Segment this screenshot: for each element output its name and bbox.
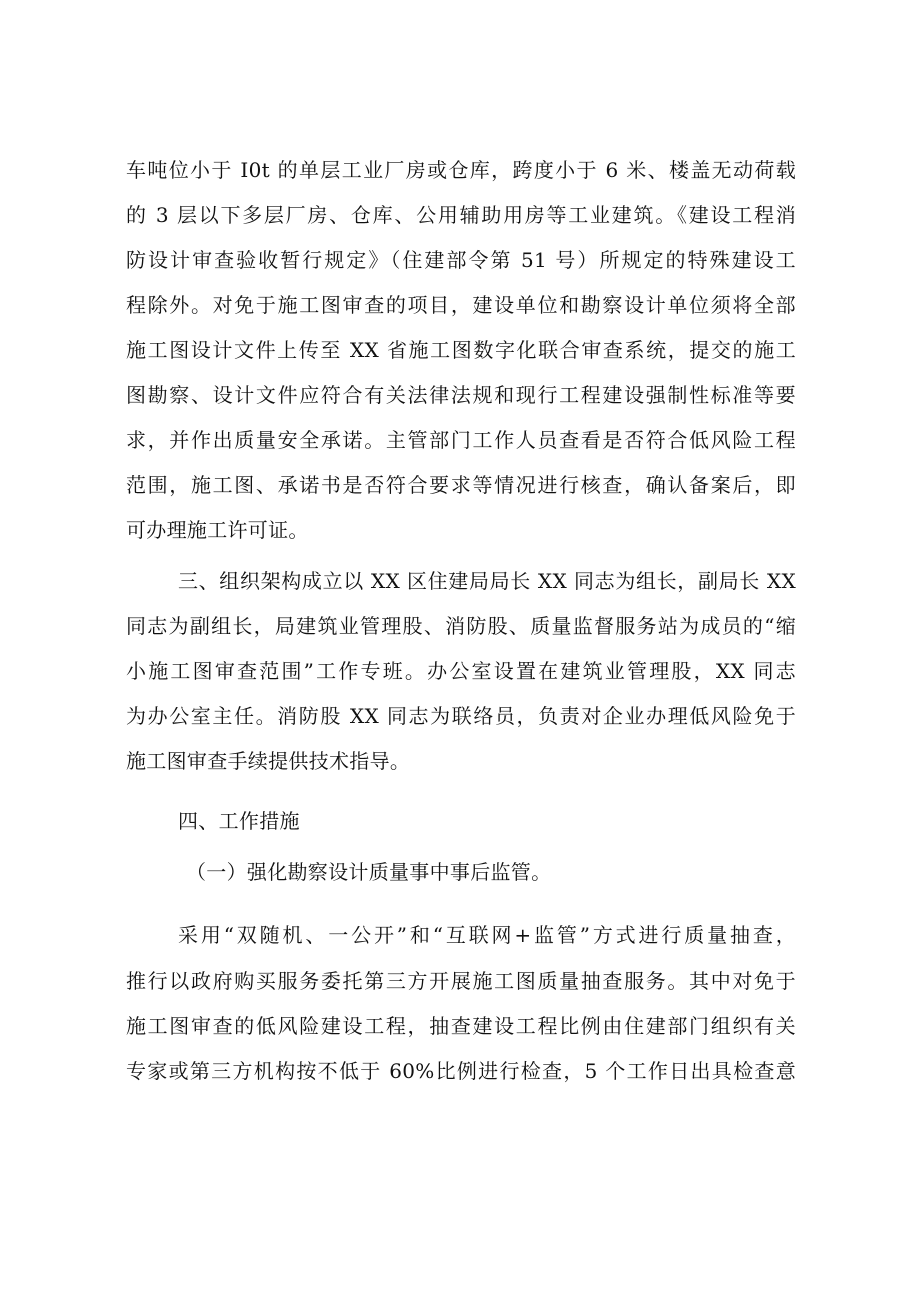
section-heading-4: 四、工作措施 (178, 809, 300, 833)
para3-line-1: 采用“双随机、一公开”和“互联网+监管”方式进行质量抽查， (178, 923, 796, 947)
para1-line-4: 程除外。对免于施工图审查的项目，建设单位和勘察设计单位须将全部 (126, 293, 796, 317)
para2-line-5: 施工图审查手续提供技术指导。 (126, 749, 411, 773)
para2-line-1: 三、组织架构成立以 XX 区住建局局长 XX 同志为组长，副局长 XX (178, 569, 796, 593)
para1-line-2: 的 3 层以下多层厂房、仓库、公用辅助用房等工业建筑。《建设工程消 (126, 203, 796, 227)
para2-line-3: 小施工图审查范围”工作专班。办公室设置在建筑业管理股，XX 同志 (126, 659, 796, 683)
para2-line-2: 同志为副组长，局建筑业管理股、消防股、质量监督服务站为成员的“缩 (126, 614, 796, 638)
para2-line-4: 为办公室主任。消防股 XX 同志为联络员，负责对企业办理低风险免于 (126, 704, 796, 728)
para1-line-1: 车吨位小于 I0t 的单层工业厂房或仓库，跨度小于 6 米、楼盖无动荷载 (126, 158, 796, 182)
para1-line-7: 求，并作出质量安全承诺。主管部门工作人员查看是否符合低风险工程 (126, 428, 796, 452)
para1-line-6: 图勘察、设计文件应符合有关法律法规和现行工程建设强制性标准等要 (126, 383, 796, 407)
para3-line-4: 专家或第三方机构按不低于 60%比例进行检查，5 个工作日出具检查意 (126, 1059, 796, 1083)
para1-line-9: 可办理施工许可证。 (126, 518, 309, 542)
para3-line-2: 推行以政府购买服务委托第三方开展施工图质量抽查服务。其中对免于 (126, 969, 796, 993)
para1-line-5: 施工图设计文件上传至 XX 省施工图数字化联合审查系统，提交的施工 (126, 338, 796, 362)
subheading-1: （一）强化勘察设计质量事中事后监管。 (186, 860, 552, 884)
para1-line-8: 范围，施工图、承诺书是否符合要求等情况进行核查，确认备案后，即 (126, 473, 796, 497)
para1-line-3: 防设计审查验收暂行规定》（住建部令第 51 号）所规定的特殊建设工 (126, 248, 796, 272)
para3-line-3: 施工图审查的低风险建设工程，抽查建设工程比例由住建部门组织有关 (126, 1014, 796, 1038)
